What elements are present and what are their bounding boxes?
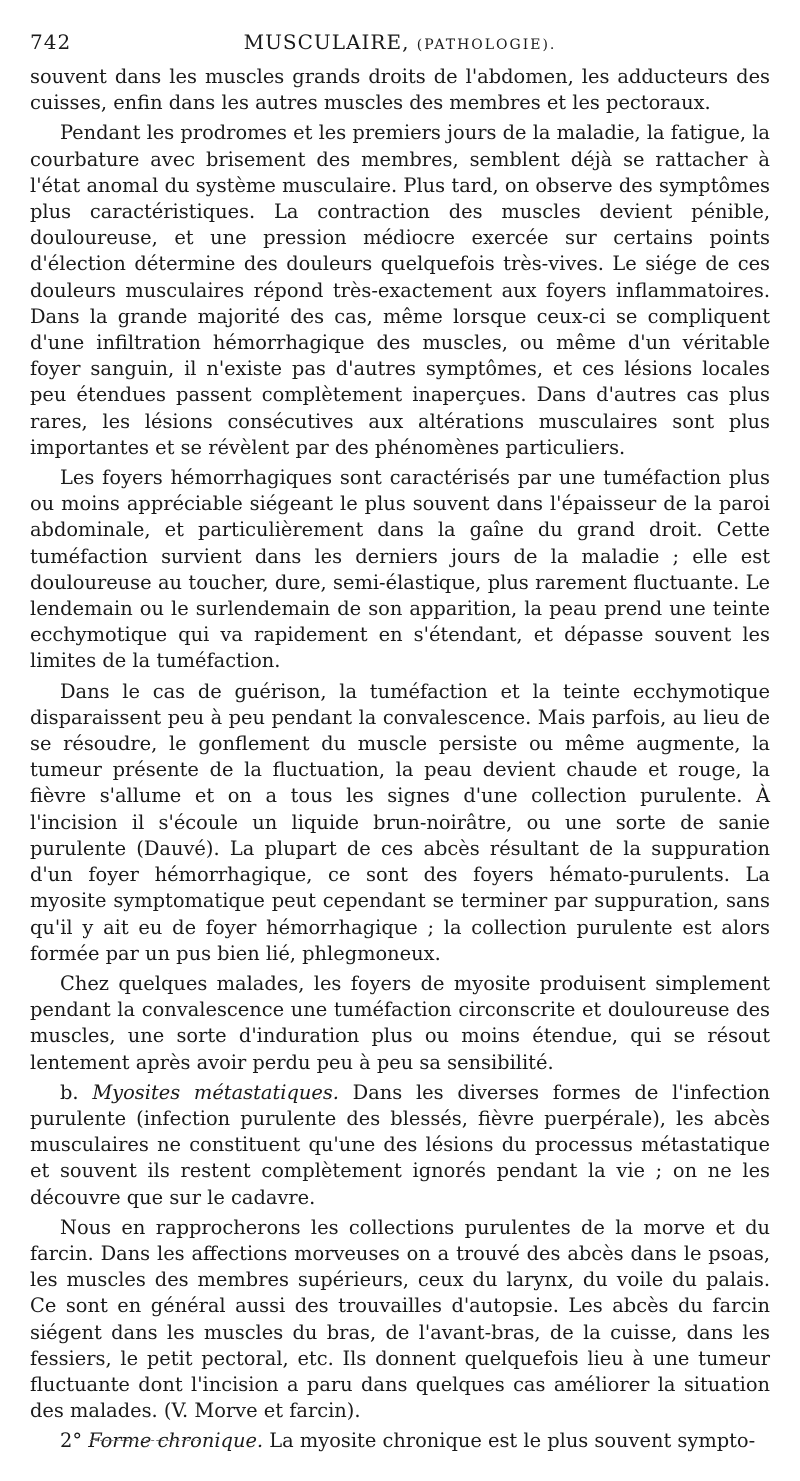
section-marker: 2°: [60, 1429, 89, 1453]
running-header: [30, 30, 770, 64]
running-title-main: MUSCULAIRE: [243, 30, 403, 54]
paragraph: Dans le cas de guérison, la tuméfaction et la teinte ecchymotique disparaissent peu à peu pendant la convalescence. Mais parfois, au lieu de se résoudre, le gonflement du muscle persiste ou même augmente, la tumeur présente de la fluctuation, la peau devient chaude et rouge, la fièvre s'allume et on a tous les signes d'une collection purulente. À l'incision il s'écoule un liquide brun-noirâtre, ou une sorte de sanie purulente (Dauvé). La plupart de ces abcès résultant de la suppuration d'un foyer hémorrhagique, ce sont des foyers hémato-purulents. La myosite symptomatique peut cependant se terminer par suppuration, sans qu'il y ait eu de foyer hémorrhagique ; la collection purulente est alors formée par un pus bien lié, phlegmoneux.: [30, 679, 770, 965]
paragraph: souvent dans les muscles grands droits de l'abdomen, les adducteurs des cuisses, enfin dans les autres muscles des membres et les pectoraux.: [30, 65, 770, 115]
body-text: [30, 64, 770, 1455]
paragraph: [30, 1428, 770, 1454]
paragraph: [30, 1080, 770, 1211]
paragraph: Nous en rapprocherons les collections purulentes de la morve et du farcin. Dans les affections morveuses on a trouvé des abcès dans le psoas, les muscles des membres supérieurs, ceux du larynx, du voile du palais. Ce sont en général aussi des trouvailles d'autopsie. Les abcès du farcin siégent dans les muscles du bras, de l'avant-bras, de la cuisse, dans les fessiers, le petit pectoral, etc. Ils donnent quelquefois lieu à une tumeur fluctuante dont l'incision a paru dans quelques cas améliorer la situation des malades. (V. Morve et farcin).: [30, 1215, 770, 1423]
section-heading: Forme chronique.: [88, 1429, 264, 1453]
paragraph-text: La myosite chronique est le plus souvent sympto-: [263, 1429, 756, 1453]
section-marker: b.: [60, 1080, 93, 1104]
paragraph: Chez quelques malades, les foyers de myosite produisent simplement pendant la convalescence une tuméfaction circonscrite et douloureuse des muscles, une sorte d'induration plus ou moins étendue, qui se résout lentement après avoir perdu peu à peu sa sensibilité.: [30, 971, 770, 1074]
paragraph: Les foyers hémorrhagiques sont caractérisés par une tuméfaction plus ou moins appréciable siégeant le plus souvent dans l'épaisseur de la paroi abdominale, et particulièrement dans la gaîne du grand droit. Cette tuméfaction survient dans les derniers jours de la maladie ; elle est douloureuse au toucher, dure, semi-élastique, plus rarement fluctuante. Le lendemain ou le surlendemain de son apparition, la peau prend une teinte ecchymotique qui va rapidement en s'étendant, et dépasse souvent les limites de la tuméfaction.: [30, 466, 770, 673]
running-title-sub: (PATHOLOGIE).: [416, 37, 557, 53]
section-heading: Myosites métastatiques.: [92, 1080, 339, 1104]
paragraph: Pendant les prodromes et les premiers jours de la maladie, la fatigue, la courbature avec brisement des membres, semblent déjà se rattacher à l'état anomal du système musculaire. Plus tard, on observe des symptômes plus caractéristiques. La contraction des muscles devient pénible, douloureuse, et une pression médiocre exercée sur certains points d'élection détermine des douleurs quelquefois très-vives. Le siége de ces douleurs musculaires répond très-exactement aux foyers inflammatoires. Dans la grande majorité des cas, même lorsque ceux-ci se compliquent d'une infiltration hémorrhagique des muscles, ou même d'un véritable foyer sanguin, il n'existe pas d'autres symptômes, et ces lésions locales peu étendues passent complètement inaperçues. Dans d'autres cas plus rares, les lésions consécutives aux altérations musculaires sont plus importantes et se révèlent par des phénomènes particuliers.: [30, 121, 770, 459]
running-title: MUSCULAIRE, (PATHOLOGIE).: [243, 30, 557, 54]
page-number: 742: [30, 30, 72, 54]
paragraph-text: Dans les diverses formes de l'infection purulente (infection purulente des blessés, fièvre puerpérale), les abcès musculaires ne constituent qu'une des lésions du processus métastatique et souvent ils restent complètement ignorés pendant la vie ; on ne les découvre que sur le cadavre.: [30, 1080, 770, 1209]
footer-rule: [90, 1440, 200, 1441]
